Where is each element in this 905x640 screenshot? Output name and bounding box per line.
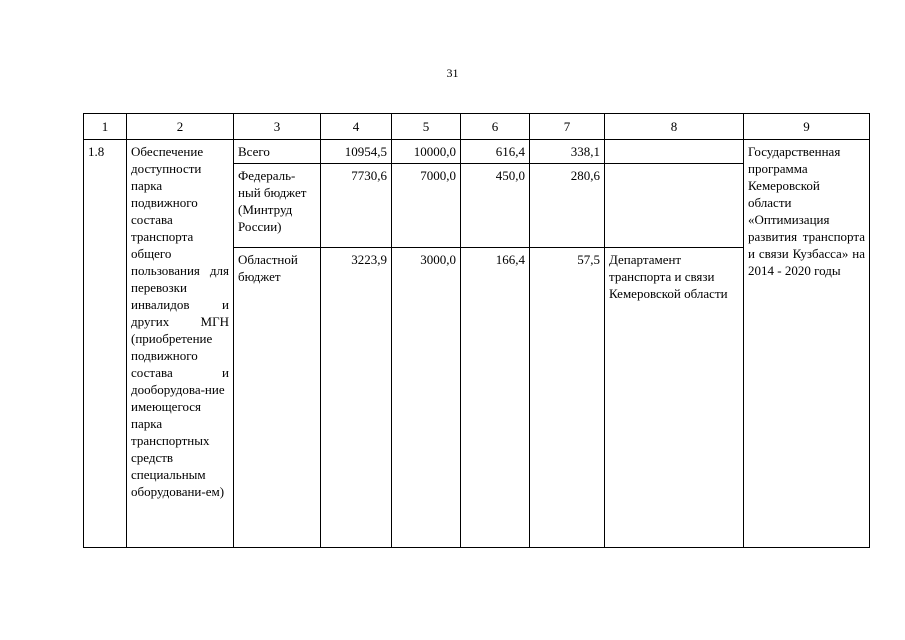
- value-cell: 338,1: [530, 140, 605, 164]
- executor-cell: [605, 164, 744, 248]
- header-cell: 1: [84, 114, 127, 140]
- header-cell: 6: [461, 114, 530, 140]
- program-table: [83, 113, 870, 548]
- funding-source: Областной бюджет: [234, 248, 321, 548]
- funding-source: Федераль-ный бюджет (Минтруд России): [234, 164, 321, 248]
- value-cell: 10954,5: [321, 140, 392, 164]
- header-cell: 7: [530, 114, 605, 140]
- header-cell: 4: [321, 114, 392, 140]
- value-cell: 166,4: [461, 248, 530, 548]
- header-cell: 5: [392, 114, 461, 140]
- value-cell: 57,5: [530, 248, 605, 548]
- value-cell: 3000,0: [392, 248, 461, 548]
- value-cell: 7730,6: [321, 164, 392, 248]
- program-cell: Государственная программа Кемеровской области «Оптимизация развития транспорта и связи Кузбасса» на 2014 - 2020 годы: [744, 140, 870, 548]
- executor-cell: Департамент транспорта и связи Кемеровской области: [605, 248, 744, 548]
- page-number: 31: [446, 66, 459, 80]
- header-cell: 2: [127, 114, 234, 140]
- funding-source: Всего: [234, 140, 321, 164]
- header-cell: 9: [744, 114, 870, 140]
- item-description: Обеспечение доступности парка подвижного состава транспорта общего пользования для перевозки инвалидов и других МГН (приобретение подвижного состава и дооборудова-ние имеющегося парка транспортных средств специальным оборудовани-ем): [127, 140, 234, 548]
- executor-cell: [605, 140, 744, 164]
- header-row: [84, 114, 870, 140]
- value-cell: 10000,0: [392, 140, 461, 164]
- table-row: [84, 140, 870, 164]
- header-cell: 8: [605, 114, 744, 140]
- value-cell: 3223,9: [321, 248, 392, 548]
- item-number: 1.8: [84, 140, 127, 548]
- header-cell: 3: [234, 114, 321, 140]
- value-cell: 280,6: [530, 164, 605, 248]
- value-cell: 450,0: [461, 164, 530, 248]
- value-cell: 7000,0: [392, 164, 461, 248]
- value-cell: 616,4: [461, 140, 530, 164]
